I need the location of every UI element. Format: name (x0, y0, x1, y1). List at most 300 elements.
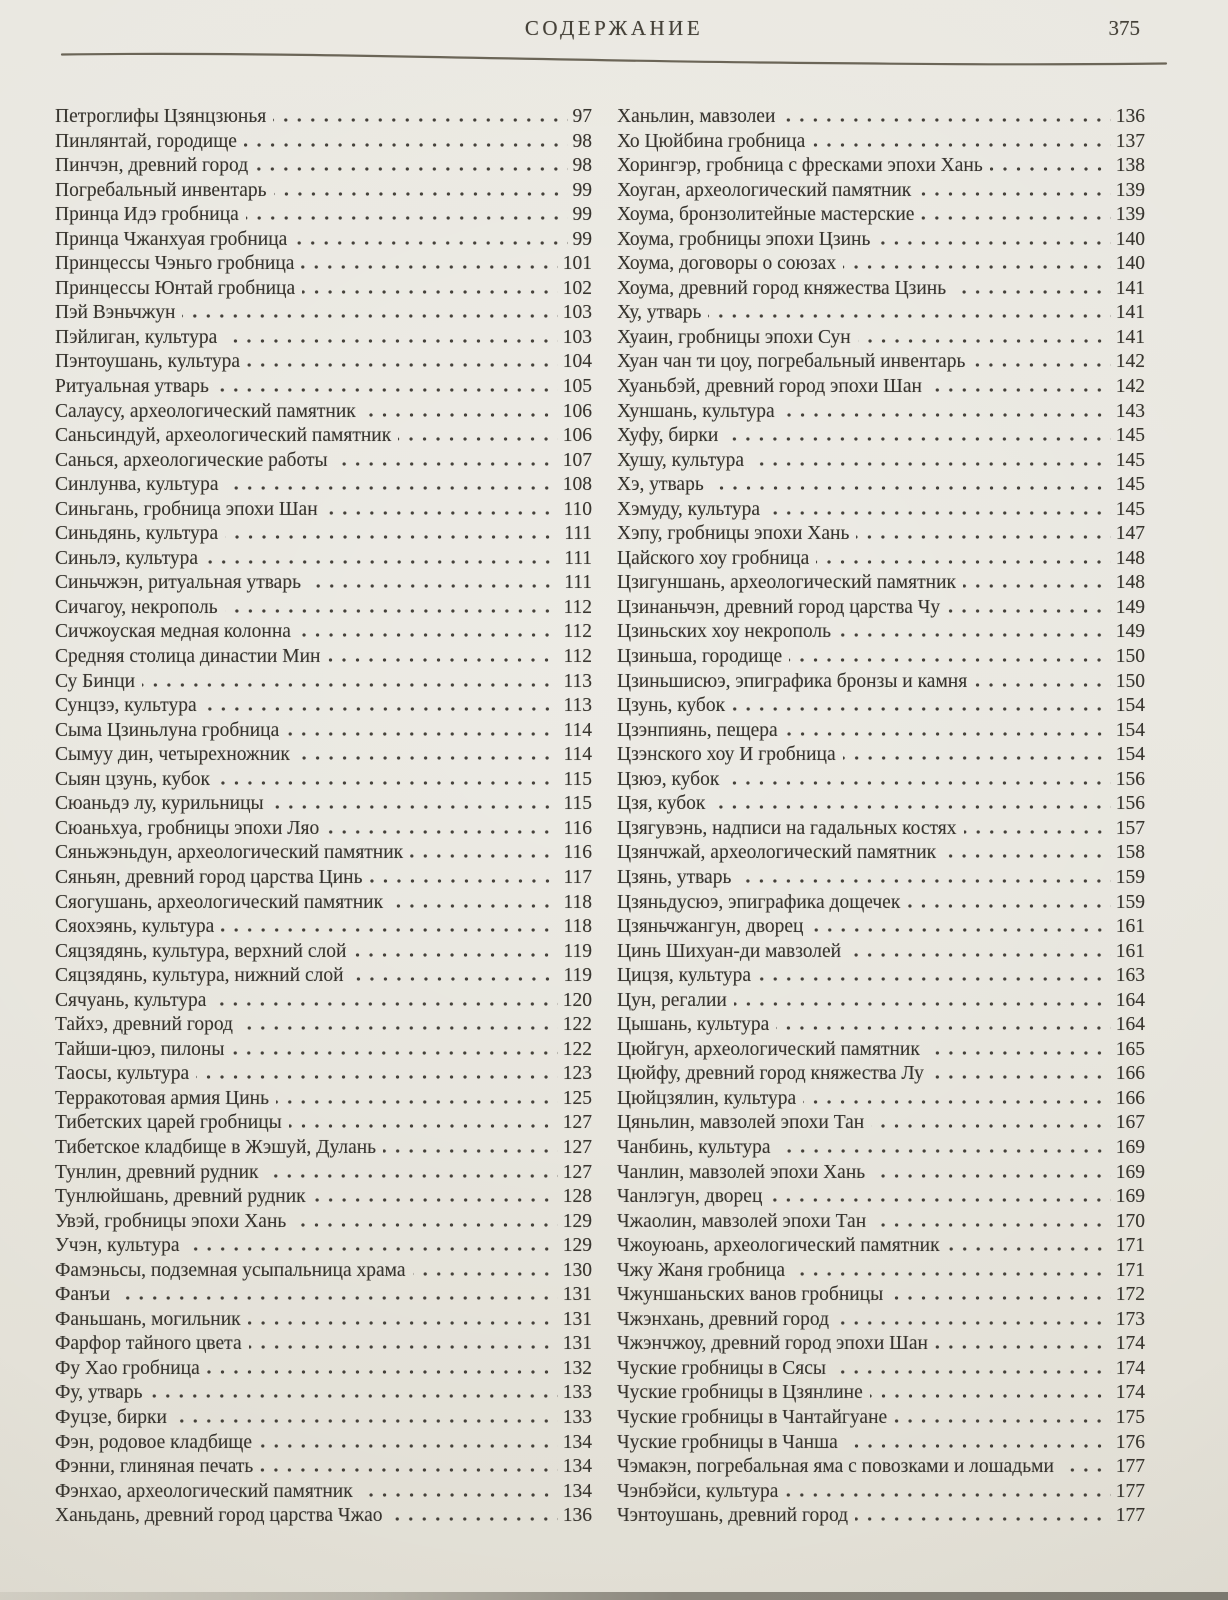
toc-entry-label: Цун, регалии (617, 989, 727, 1011)
toc-entry-label: Тибетских царей гробницы (55, 1112, 282, 1134)
dot-leader (255, 167, 567, 171)
toc-entry-page: 154 (1115, 744, 1145, 766)
toc-entry-page: 134 (562, 1480, 592, 1502)
toc-entry-label: Сыян цзунь, кубок (55, 768, 211, 790)
toc-entry-page: 159 (1115, 891, 1145, 913)
toc-entry-page: 111 (564, 523, 592, 545)
dot-leader (301, 265, 557, 269)
toc-entry-label: Чэнтоушань, древний город (617, 1505, 849, 1527)
dot-leader (240, 1026, 558, 1030)
toc-entry-page: 145 (1115, 498, 1145, 520)
dot-leader (778, 1149, 1111, 1153)
toc-entry-page: 149 (1115, 596, 1145, 618)
toc-entry-page: 139 (1115, 204, 1145, 226)
toc-entry-page: 167 (1115, 1112, 1145, 1134)
dot-leader (213, 1002, 557, 1006)
toc-entry (617, 1112, 1145, 1137)
toc-entry-page: 98 (572, 130, 592, 152)
toc-entry-page: 170 (1115, 1210, 1145, 1232)
toc-entry-label: Пэйлиган, культура (55, 326, 218, 348)
toc-entry-label: Пэй Вэньчжун (55, 302, 176, 324)
toc-entry-label: Хоума, договоры о союзах (617, 253, 837, 275)
toc-entry-label: Чуские гробницы в Сясы (617, 1357, 827, 1379)
dot-leader (785, 1493, 1110, 1497)
toc-entry-label: Цяньлин, мавзолей эпохи Тан (617, 1112, 865, 1134)
toc-entry-label: Сымуу дин, четырехножник (55, 744, 290, 766)
toc-entry-page: 177 (1115, 1505, 1145, 1527)
dot-leader (174, 1419, 558, 1423)
dot-leader (398, 437, 558, 441)
toc-entry-label: Пинлянтай, городище (55, 130, 237, 152)
dot-leader (249, 1345, 558, 1349)
toc-entry (617, 351, 1145, 376)
toc-entry (55, 278, 592, 303)
toc-entry-label: Тайхэ, древний город (55, 1014, 233, 1036)
dot-leader (856, 535, 1110, 539)
toc-entry-page: 119 (563, 940, 592, 962)
dot-leader (972, 363, 1110, 367)
dot-leader (789, 658, 1111, 662)
toc-entry-page: 169 (1115, 1186, 1145, 1208)
toc-entry (55, 327, 592, 352)
toc-entry (55, 1432, 592, 1457)
toc-entry (55, 818, 592, 843)
toc-entry (617, 1137, 1145, 1162)
toc-entry-label: Су Бинци (55, 670, 136, 692)
dot-leader (1061, 1468, 1111, 1472)
dot-leader (769, 1198, 1110, 1202)
dot-leader (843, 265, 1111, 269)
toc-entry (617, 474, 1145, 499)
toc-entry (617, 499, 1145, 524)
toc-entry-page: 114 (563, 719, 592, 741)
toc-column-left (55, 106, 592, 1530)
toc-entry (55, 892, 592, 917)
toc-entry-label: Цицзя, культура (617, 965, 752, 987)
toc-entry (55, 180, 592, 205)
dot-leader (149, 1394, 557, 1398)
dot-leader (792, 1272, 1111, 1276)
toc-entry-page: 113 (563, 695, 592, 717)
dot-leader (803, 1100, 1111, 1104)
toc-entry-label: Таосы, культура (55, 1063, 190, 1085)
toc-entry-label: Чэмакэн, погребальная яма с повозками и лошадьми (617, 1456, 1054, 1478)
toc-entry-label: Сичагоу, некрополь (55, 596, 218, 618)
toc-entry-label: Сяогушань, археологический памятник (55, 891, 384, 913)
photo-bottom-edge (0, 1592, 1228, 1600)
toc-entry-page: 164 (1115, 989, 1145, 1011)
toc-entry-page: 141 (1115, 277, 1145, 299)
toc-entry (55, 450, 592, 475)
toc-entry-label: Чуские гробницы в Чантайгуане (617, 1406, 888, 1428)
dot-leader (870, 1394, 1111, 1398)
dot-leader (360, 1493, 558, 1497)
toc-entry (617, 450, 1145, 475)
toc-entry-page: 161 (1115, 916, 1145, 938)
toc-entry-page: 175 (1115, 1406, 1145, 1428)
toc-entry (55, 1481, 592, 1506)
toc-entry (617, 1014, 1145, 1039)
toc-entry (55, 1235, 592, 1260)
toc-entry-page: 148 (1115, 547, 1145, 569)
toc-entry (55, 351, 592, 376)
toc-entry-page: 130 (562, 1259, 592, 1281)
dot-leader (413, 1272, 558, 1276)
dot-leader (224, 339, 557, 343)
toc-entry (55, 155, 592, 180)
toc-entry-label: Цзиньша, городище (617, 646, 783, 668)
toc-entry-page: 148 (1115, 572, 1145, 594)
toc-entry-label: Цзигуншань, археологический памятник (617, 572, 956, 594)
toc-entry-page: 108 (562, 474, 592, 496)
header-divider (0, 50, 1228, 70)
toc-entry-label: Принцессы Юнтай гробница (55, 277, 296, 299)
dot-leader (389, 1517, 557, 1521)
toc-entry-label: Хоума, бронзолитейные мастерские (617, 204, 915, 226)
toc-entry (55, 1260, 592, 1285)
toc-entry-page: 131 (562, 1308, 592, 1330)
toc-entry-label: Хо Цюйбина гробница (617, 130, 806, 152)
toc-entry (617, 941, 1145, 966)
dot-leader (782, 413, 1111, 417)
toc-entry-label: Сяцзядянь, культура, нижний слой (55, 965, 344, 987)
toc-entry (55, 425, 592, 450)
toc-entry (55, 695, 592, 720)
dot-leader (974, 683, 1111, 687)
toc-entry-page: 99 (572, 228, 592, 250)
toc-entry-page: 112 (563, 596, 592, 618)
dot-leader (370, 879, 559, 883)
toc-entry-page: 150 (1115, 670, 1145, 692)
dot-leader (187, 1247, 558, 1251)
dot-leader (732, 707, 1111, 711)
toc-entry-label: Фарфор тайного цвета (55, 1333, 242, 1355)
toc-entry-page: 116 (563, 842, 592, 864)
dot-leader (204, 707, 559, 711)
toc-entry-label: Принца Чжанхуая гробница (55, 228, 288, 250)
dot-leader (921, 216, 1110, 220)
dot-leader (855, 1517, 1111, 1521)
toc-entry-label: Фамэньсы, подземная усыпальница храма (55, 1259, 406, 1281)
toc-entry-label: Цинь Шихуан-ди мавзолей (617, 940, 842, 962)
toc-entry (55, 671, 592, 696)
dot-leader (363, 413, 558, 417)
dot-leader (216, 388, 558, 392)
toc-entry-label: Фуцзе, бирки (55, 1406, 167, 1428)
toc-entry-page: 131 (562, 1333, 592, 1355)
dot-leader (225, 609, 559, 613)
toc-entry-label: Петроглифы Цзянцзюнья (55, 106, 267, 127)
toc-entry-label: Цзиньшисюэ, эпиграфика бронзы и камня (617, 670, 968, 692)
toc-entry-label: Сюаньхуа, гробницы эпохи Ляо (55, 817, 320, 839)
toc-entry (617, 180, 1145, 205)
toc-entry-page: 105 (562, 376, 592, 398)
toc-entry-label: Синлунва, культура (55, 474, 219, 496)
toc-entry-page: 164 (1115, 1014, 1145, 1036)
dot-leader (943, 854, 1111, 858)
dot-leader (785, 732, 1111, 736)
toc-entry-page: 115 (563, 768, 592, 790)
toc-entry (617, 548, 1145, 573)
toc-entry (55, 744, 592, 769)
toc-entry-label: Фу Хао гробница (55, 1357, 200, 1379)
toc-entry (55, 401, 592, 426)
toc-entry-label: Ху, утварь (617, 302, 702, 324)
toc-entry-page: 99 (572, 179, 592, 201)
toc-entry-label: Увэй, гробницы эпохи Хань (55, 1210, 287, 1232)
dot-leader (767, 511, 1111, 515)
toc-columns (55, 106, 1145, 1530)
toc-entry-page: 99 (572, 204, 592, 226)
dot-leader (327, 658, 558, 662)
dot-leader (872, 1174, 1111, 1178)
toc-entry-label: Тайши-цюэ, пилоны (55, 1038, 225, 1060)
toc-entry-page: 177 (1115, 1480, 1145, 1502)
dot-leader (207, 1370, 558, 1374)
dot-leader (871, 1124, 1111, 1128)
toc-entry-label: Цзягувэнь, надписи на гадальных костях (617, 817, 957, 839)
toc-entry (617, 1211, 1145, 1236)
toc-entry (617, 253, 1145, 278)
dot-leader (217, 781, 558, 785)
toc-entry (617, 965, 1145, 990)
toc-entry-page: 133 (562, 1406, 592, 1428)
toc-entry-page: 107 (562, 449, 592, 471)
toc-entry-label: Синьдянь, культура (55, 523, 219, 545)
dot-leader (335, 462, 558, 466)
dot-leader (947, 609, 1111, 613)
dot-leader (907, 904, 1110, 908)
toc-entry (55, 302, 592, 327)
toc-entry (55, 572, 592, 597)
toc-entry-page: 122 (562, 1038, 592, 1060)
toc-entry-page: 145 (1115, 449, 1145, 471)
toc-entry-page: 173 (1115, 1308, 1145, 1330)
toc-entry-page: 103 (562, 326, 592, 348)
toc-entry-label: Ханьдань, древний город царства Чжао (55, 1505, 383, 1527)
toc-entry-label: Цзя, кубок (617, 793, 706, 815)
toc-entry-label: Терракотовая армия Цинь (55, 1087, 269, 1109)
toc-entry (55, 106, 592, 131)
toc-entry-label: Чуские гробницы в Чанша (617, 1431, 838, 1453)
dot-leader (276, 1100, 558, 1104)
toc-entry (55, 597, 592, 622)
dot-leader (918, 192, 1110, 196)
toc-entry-page: 143 (1115, 400, 1145, 422)
toc-entry-label: Цюйгун, археологический памятник (617, 1038, 920, 1060)
toc-entry (617, 1063, 1145, 1088)
dot-leader (247, 363, 558, 367)
dot-leader (221, 928, 558, 932)
toc-entry-label: Чжэнхань, древний город (617, 1308, 830, 1330)
toc-entry (55, 1039, 592, 1064)
dot-leader (390, 904, 558, 908)
dot-leader (226, 486, 558, 490)
toc-entry-page: 145 (1115, 425, 1145, 447)
toc-entry-page: 136 (1115, 106, 1145, 127)
toc-entry-label: Саньсиндуй, археологический памятник (55, 425, 392, 447)
toc-entry (55, 548, 592, 573)
dot-leader (812, 143, 1110, 147)
dot-leader (271, 805, 559, 809)
toc-entry-page: 119 (563, 965, 592, 987)
toc-entry-page: 159 (1115, 866, 1145, 888)
toc-entry-page: 166 (1115, 1087, 1145, 1109)
toc-entry-page: 117 (563, 866, 592, 888)
toc-entry-label: Цзэнпиянь, пещера (617, 719, 778, 741)
toc-entry (617, 646, 1145, 671)
dot-leader (351, 977, 559, 981)
dot-leader (274, 192, 568, 196)
toc-entry (617, 867, 1145, 892)
toc-entry-label: Цюйцзялин, культура (617, 1087, 797, 1109)
toc-entry (55, 793, 592, 818)
toc-entry-page: 158 (1115, 842, 1145, 864)
toc-entry-label: Чанлэгун, дворец (617, 1186, 763, 1208)
toc-entry-page: 131 (562, 1284, 592, 1306)
dot-leader (248, 1321, 558, 1325)
dot-leader (843, 756, 1111, 760)
toc-entry-page: 114 (563, 744, 592, 766)
toc-entry-label: Цышань, культура (617, 1014, 770, 1036)
toc-entry-label: Сяньжэньдун, археологический памятник (55, 842, 404, 864)
dot-leader (931, 1075, 1111, 1079)
toc-entry (617, 1235, 1145, 1260)
toc-entry (617, 302, 1145, 327)
toc-entry-page: 129 (562, 1235, 592, 1257)
toc-entry-page: 156 (1115, 793, 1145, 815)
toc-entry (55, 646, 592, 671)
dot-leader (326, 830, 558, 834)
toc-entry-label: Цюйфу, древний город княжества Лу (617, 1063, 924, 1085)
toc-entry-page: 106 (562, 425, 592, 447)
toc-entry-label: Пинчэн, древний город (55, 155, 249, 177)
dot-leader (313, 1198, 558, 1202)
toc-entry (55, 916, 592, 941)
dot-leader (410, 854, 558, 858)
toc-entry-label: Чжэнчжоу, древний город эпохи Шан (617, 1333, 928, 1355)
dot-leader (246, 216, 568, 220)
toc-entry (617, 1456, 1145, 1481)
page-number: 375 (1108, 16, 1140, 40)
toc-entry-label: Фаньшань, могильник (55, 1308, 241, 1330)
toc-entry (617, 671, 1145, 696)
dot-leader (990, 167, 1111, 171)
dot-leader (726, 781, 1110, 785)
toc-entry-page: 102 (562, 277, 592, 299)
toc-entry (617, 621, 1145, 646)
toc-entry (617, 1260, 1145, 1285)
toc-entry-page: 156 (1115, 768, 1145, 790)
toc-entry (55, 474, 592, 499)
toc-entry-page: 141 (1115, 302, 1145, 324)
toc-entry (55, 1284, 592, 1309)
toc-entry-label: Сяцзядянь, культура, верхний слой (55, 940, 347, 962)
toc-entry-label: Цзунь, кубок (617, 695, 726, 717)
toc-entry-label: Хуфу, бирки (617, 425, 719, 447)
toc-entry (617, 1162, 1145, 1187)
toc-entry-page: 171 (1115, 1235, 1145, 1257)
toc-entry-label: Сичжоуская медная колонна (55, 621, 291, 643)
dot-leader (833, 1370, 1111, 1374)
dot-leader (308, 584, 559, 588)
dot-leader (205, 560, 559, 564)
toc-entry-page: 171 (1115, 1259, 1145, 1281)
toc-entry (617, 597, 1145, 622)
toc-entry-label: Чуские гробницы в Цзянлине (617, 1382, 863, 1404)
toc-entry-label: Цзяньдусюэ, эпиграфика дощечек (617, 891, 901, 913)
toc-entry-page: 136 (562, 1505, 592, 1527)
toc-entry-page: 129 (562, 1210, 592, 1232)
toc-entry (617, 204, 1145, 229)
toc-entry-label: Средняя столица династии Мин (55, 646, 321, 668)
toc-entry (55, 1162, 592, 1187)
toc-entry (55, 842, 592, 867)
dot-leader (963, 584, 1111, 588)
toc-entry (617, 1432, 1145, 1457)
dot-leader (935, 1345, 1111, 1349)
toc-entry (55, 499, 592, 524)
toc-entry-page: 122 (562, 1014, 592, 1036)
toc-entry-label: Салаусу, археологический памятник (55, 400, 356, 422)
toc-entry-page: 134 (562, 1456, 592, 1478)
dot-leader (293, 1223, 557, 1227)
toc-entry-label: Чжаолин, мавзолей эпохи Тан (617, 1210, 867, 1232)
toc-entry (617, 1088, 1145, 1113)
dot-leader (225, 535, 559, 539)
toc-entry-page: 115 (563, 793, 592, 815)
toc-entry (55, 204, 592, 229)
toc-entry (617, 572, 1145, 597)
toc-entry (617, 1284, 1145, 1309)
toc-entry-page: 177 (1115, 1456, 1145, 1478)
dot-leader (117, 1296, 558, 1300)
toc-entry-page: 132 (562, 1357, 592, 1379)
toc-entry-page: 127 (562, 1112, 592, 1134)
toc-entry-label: Сюаньдэ лу, курильницы (55, 793, 264, 815)
toc-entry-label: Учэн, культура (55, 1235, 180, 1257)
dot-leader (927, 1051, 1111, 1055)
toc-entry (617, 818, 1145, 843)
dot-leader (712, 805, 1110, 809)
toc-entry-label: Тунлюйшань, древний рудник (55, 1186, 306, 1208)
dot-leader (196, 1075, 558, 1079)
toc-entry (617, 1407, 1145, 1432)
toc-entry (617, 695, 1145, 720)
toc-entry (55, 1137, 592, 1162)
toc-entry-page: 137 (1115, 130, 1145, 152)
dot-leader (811, 928, 1111, 932)
toc-entry (617, 1358, 1145, 1383)
toc-entry (55, 941, 592, 966)
toc-entry-page: 103 (562, 302, 592, 324)
toc-entry-page: 112 (563, 621, 592, 643)
dot-leader (289, 1124, 558, 1128)
dot-leader (782, 118, 1110, 122)
toc-entry-page: 97 (572, 106, 592, 127)
toc-entry-label: Цзэнского хоу И гробница (617, 744, 836, 766)
toc-entry-label: Хуан чан ти цоу, погребальный инвентарь (617, 351, 966, 373)
toc-entry (55, 867, 592, 892)
toc-entry-page: 127 (562, 1136, 592, 1158)
dot-leader (838, 633, 1111, 637)
dot-leader (325, 511, 559, 515)
dot-leader (964, 830, 1111, 834)
toc-entry (55, 1088, 592, 1113)
dot-leader (231, 1051, 557, 1055)
toc-entry (617, 278, 1145, 303)
dot-leader (734, 1002, 1111, 1006)
